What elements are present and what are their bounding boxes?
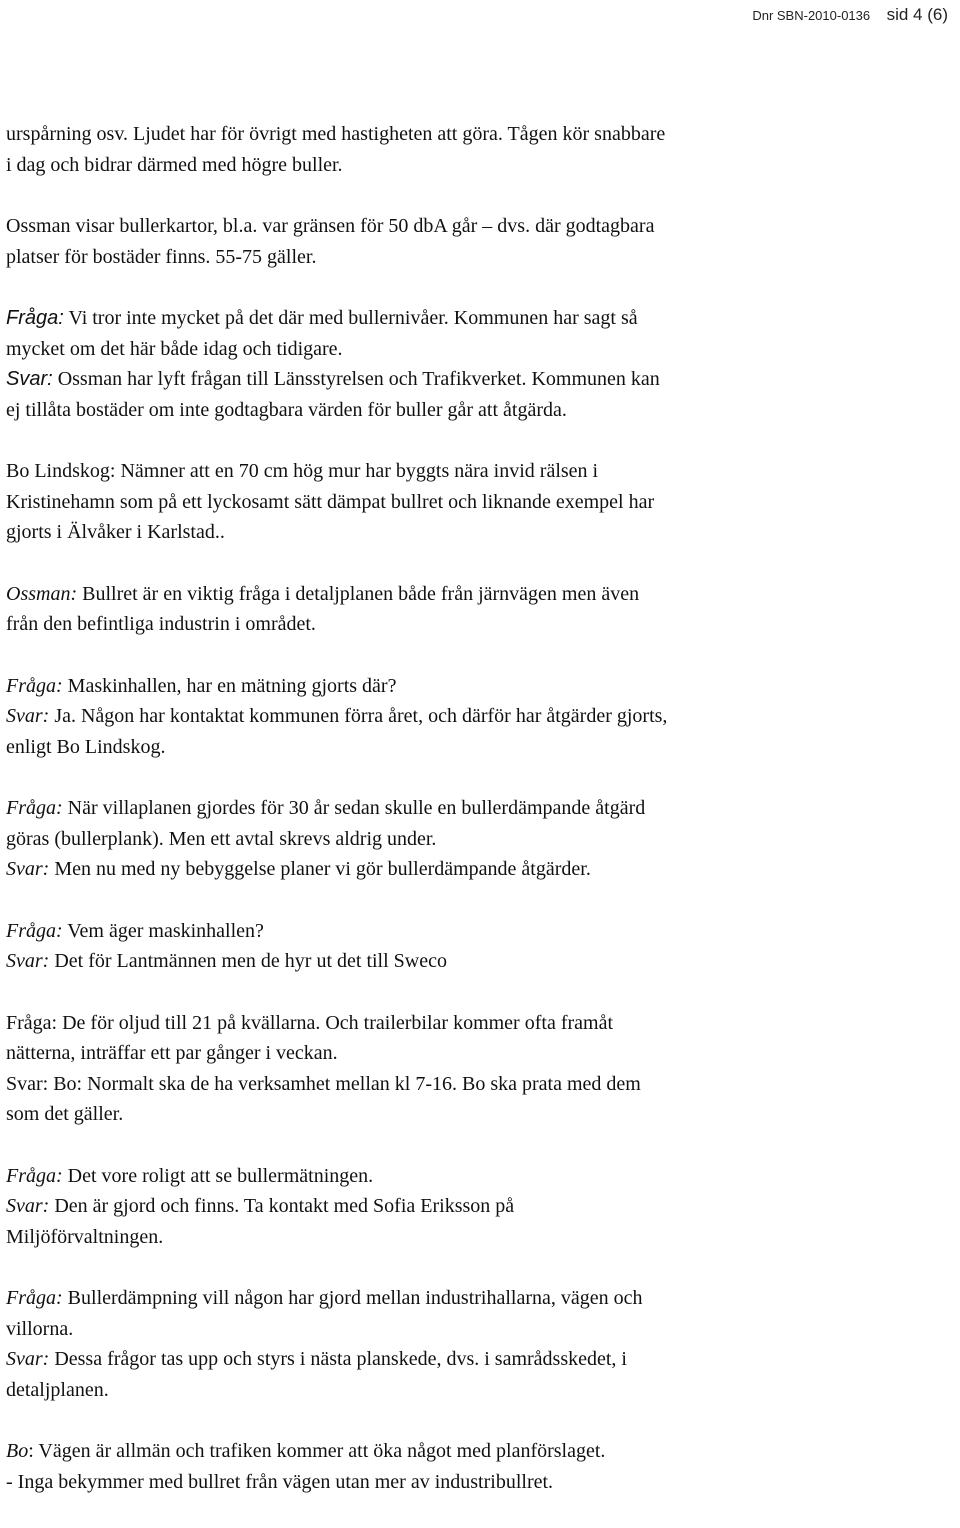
question-line xyxy=(6,1161,946,1192)
text-line: som det gäller. xyxy=(6,1103,124,1125)
question-line xyxy=(6,916,946,947)
qa-bullernivaer xyxy=(6,303,946,425)
speaker-label: Bo xyxy=(6,1440,29,1462)
page-number: sid 4 (6) xyxy=(886,5,948,24)
question-text: göras (bullerplank). Men ett avtal skrevs aldrig under. xyxy=(6,827,437,850)
question-text: Vi tror inte mycket på det där med bullernivåer. Kommunen har sagt så xyxy=(63,307,638,329)
text-line: Fråga: De för oljud till 21 på kvällarna. Och trailerbilar kommer ofta framåt xyxy=(6,1011,614,1034)
question-line xyxy=(6,793,946,824)
question-text: Det vore roligt att se bullermätningen. xyxy=(62,1164,374,1187)
answer-line xyxy=(6,1191,946,1222)
answer-label: Svar: xyxy=(6,705,50,727)
answer-label: Svar: xyxy=(6,1348,50,1370)
qa-maskinhallen-matning xyxy=(6,671,946,763)
answer-text: Ossman har lyft frågan till Länsstyrelsen och Trafikverket. Kommunen kan xyxy=(52,368,660,390)
answer-label: Svar: xyxy=(6,950,50,972)
paragraph-urspårning xyxy=(6,119,946,180)
answer-line xyxy=(6,364,946,395)
answer-line xyxy=(6,1344,946,1375)
question-label: Fråga: xyxy=(6,919,63,942)
page-header xyxy=(752,5,948,25)
question-label: Fråga: xyxy=(6,674,63,697)
question-line xyxy=(6,671,946,702)
question-label: Fråga: xyxy=(6,1164,63,1187)
qa-bullermatningen xyxy=(6,1161,946,1253)
statement-text: från den befintliga industrin i området. xyxy=(6,613,316,635)
question-text: villorna. xyxy=(6,1317,74,1340)
text-line: Svar: Bo: Normalt ska de ha verksamhet mellan kl 7-16. Bo ska prata med dem xyxy=(6,1072,641,1095)
answer-text: Den är gjord och finns. Ta kontakt med Sofia Eriksson på xyxy=(49,1195,515,1217)
answer-text: Det för Lantmännen men de hyr ut det till Sweco xyxy=(49,950,447,972)
text-line: nätterna, inträffar ett par gånger i veckan. xyxy=(6,1042,338,1064)
text-line: Ossman visar bullerkartor, bl.a. var gränsen för 50 dbA går – dvs. där godtagbara xyxy=(6,215,655,237)
paragraph-bo-lindskog xyxy=(6,456,946,548)
qa-villaplanen xyxy=(6,793,946,885)
text-line: Kristinehamn som på ett lyckosamt sätt dämpat bullret och liknande exempel har xyxy=(6,490,655,513)
paragraph-bullerkartor xyxy=(6,211,946,272)
answer-text: ej tillåta bostäder om inte godtagbara värden för buller går att åtgärda. xyxy=(6,398,567,421)
text-line: platser för bostäder finns. 55-75 gäller. xyxy=(6,245,317,268)
text-line: Bo Lindskog: Nämner att en 70 cm hög mur har byggts nära invid rälsen i xyxy=(6,460,599,482)
statement-text: : Vägen är allmän och trafiken kommer att öka något med planförslaget. xyxy=(28,1440,606,1462)
paragraph-ossman xyxy=(6,579,946,640)
question-label: Fråga: xyxy=(6,307,64,329)
answer-line xyxy=(6,854,946,885)
question-text: Maskinhallen, har en mätning gjorts där? xyxy=(62,674,397,697)
text-line: i dag och bidrar därmed med högre buller. xyxy=(6,153,343,176)
document-body xyxy=(6,119,946,1528)
qa-ager-maskinhallen xyxy=(6,916,946,977)
answer-text: detaljplanen. xyxy=(6,1378,109,1401)
statement-line xyxy=(6,579,946,610)
question-label: Fråga: xyxy=(6,1287,63,1309)
qa-bullerdampning xyxy=(6,1283,946,1405)
answer-line xyxy=(6,946,946,977)
qa-oljud xyxy=(6,1008,946,1130)
question-text: Bullerdämpning vill någon har gjord mellan industrihallarna, vägen och xyxy=(62,1287,643,1309)
question-text: Vem äger maskinhallen? xyxy=(62,919,264,942)
answer-text: enligt Bo Lindskog. xyxy=(6,735,166,758)
question-line xyxy=(6,1283,946,1314)
answer-text: Miljöförvaltningen. xyxy=(6,1225,164,1248)
answer-text: Men nu med ny bebyggelse planer vi gör bullerdämpande åtgärder. xyxy=(49,858,591,880)
question-text: När villaplanen gjordes för 30 år sedan skulle en bullerdämpande åtgärd xyxy=(62,797,646,819)
paragraph-bo-vagen xyxy=(6,1436,946,1497)
text-line: gjorts i Älvåker i Karlstad.. xyxy=(6,521,225,543)
answer-text: Dessa frågor tas upp och styrs i nästa planskede, dvs. i samrådsskedet, i xyxy=(49,1348,627,1370)
answer-label: Svar: xyxy=(6,858,50,880)
statement-line xyxy=(6,1436,946,1467)
speaker-label: Ossman: xyxy=(6,582,78,605)
answer-text: Ja. Någon har kontaktat kommunen förra året, och därför har åtgärder gjorts, xyxy=(49,705,668,727)
document-number: Dnr SBN-2010-0136 xyxy=(752,8,871,23)
question-label: Fråga: xyxy=(6,797,63,819)
answer-label: Svar: xyxy=(6,368,53,390)
statement-text: - Inga bekymmer med bullret från vägen utan mer av industribullret. xyxy=(6,1470,554,1493)
statement-text: Bullret är en viktig fråga i detaljplanen både från järnvägen men även xyxy=(77,582,640,605)
answer-label: Svar: xyxy=(6,1195,50,1217)
answer-line xyxy=(6,701,946,732)
question-text: mycket om det här både idag och tidigare. xyxy=(6,337,343,360)
text-line: urspårning osv. Ljudet har för övrigt med hastigheten att göra. Tågen kör snabbare xyxy=(6,123,666,145)
question-line xyxy=(6,303,946,334)
